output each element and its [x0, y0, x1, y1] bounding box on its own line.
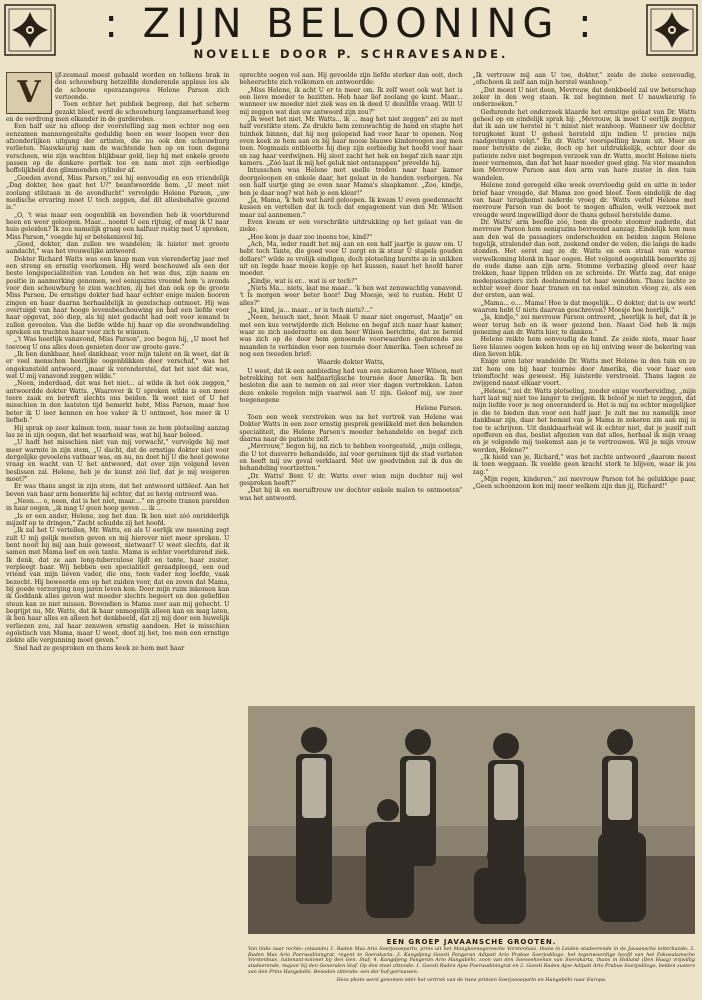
paragraph: „Ik weet het niet, Mr. Watts... ik ... mag het niet zeggen" zei ze met half verstikte stem. Ze drukte hem zenuwachtig de hand en stapte het tuinhek binnen, dat hij nog geïopend had voor haar te openen. Nog even keek ze hem aan en bij haar mooie blauwe kinderoogen zag men toen. Nogmaals ontblootte hij diep zijn eerbiedig het hoofd voor haar en zag haar verdwijnen. Hij sloot zacht het hek en begaf zich naar zijn kamers. „Zóó laat ik mij het geluk niet ontsnappen" prevelde hij. [239, 116, 463, 168]
letter-body: U weet, dat ik een aanbieding had van een zekeren heer Wilson, met betrekking tot een halfjaarlijksche tournée door Amerika. Ik ben besloten die aan te nemen en zal over vier dagen vertrekken. Laten deze enkele regelen mijn vaarwel aan U zijn. Geloof mij, uw zeer toegenegene [239, 367, 463, 405]
paragraph: „Mama... o.... Mama! Hoe is dat mogelijk... O dokter, dat is uw werk! waarom hebt U niets daarvan geschreven? Moesje hoe heerlijk." [472, 299, 696, 314]
group-photo [248, 706, 695, 934]
paragraph: „Dat hij ik en meruiftrouw uw dochter enkele malen te ontmoeten" was het antwoord. [239, 487, 463, 502]
paragraph: „Niets Ma... niets, laat me maar... 'k ben wat zenuwachtig vanavond. 't Is morgen weer beter hoor! Dag Moesje, wel te rusten. Hebt U alles?" [239, 284, 463, 307]
paragraph: „Ik vertrouw mij aan U toe, dokter," zeide de zieke eenvoudig, „ofschoon ik zelf aan mijn herstel wanhoop." [472, 72, 696, 87]
paragraph: Toen een week verstreken was na het vertrek van Helene was Dokter Watts in een zeer ernstig gesprek gewikkeld met den bekenden specialiteit, die Helene Parson's moeder behandelde en begaf zich daarna naar de patiente zelf. [239, 413, 463, 443]
paragraph: „Ik hield van je, Richard," was het zachte antwoord „daarom moest ik toen weggaan. Ik voelde geen kracht sterk te blijven, waar ik jou zag." [472, 453, 696, 476]
paragraph: „Ach, Ma, ieder raadt het mij aan en een half jaartje is gauw om. U hebt toch Tante, die goed voor U zorgt en ik stuur U stapels gouden dollars!" wilde ze vrolijk eindigen, doch plotseling barstte ze in snikken uit en legde haar mooie kopje op het kussen, naast het hoofd harer moeder. [239, 240, 463, 278]
paragraph: „Hoe kom je daar zoo ineens toe, kind?" [247, 233, 373, 241]
paragraph: Hij sprak op zeer kalmen toon, maar toen ze hem plotseling aanzag las ze in zijn oogen, dat het waarheid was, wat hij haar beleed. [6, 424, 230, 439]
paragraph: Snel had ze gesproken en thans keek ze hem met haar [14, 644, 185, 652]
paragraph: „Neen.... o, neen, dat is het niet, maar...." en groote tranen parelden in haar oogen, „ik mag U geen hoop geven ... ik ... [6, 497, 230, 513]
paragraph: Helene reikte hem eenvoudig de hand. Ze zeide niets, maar haar lieve blauwe oogen keken hem op en hij ontving weer de bekoring van dien lieven blik. [472, 336, 696, 359]
paragraph: „Ja, kindje," zei mevrouw Parson ontroerd, „heerlijk is het, dat ik je weer terug heb en ik weer gezond ben. Naast God heb ik mijn genezing aan dr. Watts hier, te danken." [472, 314, 696, 337]
paragraph: „Dat moest U niet doen, Mevrouw, dat denkbeeld zal uw beterschap zeker in den weg staan. Ik zal beginnen met U nauwkeurig te onderzoeken." [472, 86, 696, 109]
paragraph: „Neen, heusch niet, hoor. Maak U maar niet ongerust, Maatje" en met een kus verwijderde zich Helene en begaf zich naar haar kamer, waar ze zich nederzette en den heer Wilson berichtte, dat ze bereid was zich op de door hem genoemde voorwaarden gedurende zes maanden te verbinden voor een tournée door Amerika. Toen schreef ze nog een tweeden brief: [239, 314, 463, 359]
paragraph: Toen echter het publiek begreep, dat het scherm gezakt bleef, werd de schouwburg langzamerhand leeg en de verdrong men elkander in de garderobes. [6, 101, 230, 124]
letter-signature: Helene Parson. [415, 405, 463, 413]
paragraph: Helene zond geregeld elke week overvloedig geld en uitte in ieder brief haar vreugde, dat Mama zoo goed bleef. Toen eindelijk de dag van haar terugkomst naderde vroeg dr. Watts verlof Helene met mevrouw Parson van de boot te mogen afhalen, welk verzoek met vreugde werd ingewilligd door de thans geheel herstelde dame. [472, 182, 696, 219]
paragraph: „Mevrouw," begon hij, na zich te hebben voorgesteld, „mijn collega, die U tot dusverre behandelde, zal voor geruimen tijd de stad verlaten en heeft mij uw geval verklaard. Met uw goedvinden zal ik dus de behandeling voortzetten." [239, 443, 463, 473]
dropcap-letter: V [6, 72, 52, 114]
paragraph: „Goeden avond, Miss Parson," zei hij eenvoudig en een vriendelijk „Dag dokter, hoe gaat het U?" beantwoordde hem. „U moet niet zoolang stilstaan in de avondlucht" vervolgde Helene Parson, „uw medische ervaring moet U toch zeggen, dat dit allesbehalve gezond is." [6, 174, 230, 212]
paragraph: „'t Was heerlijk vanavond, Miss Parson", zoo begon hij, „U moet het toevoeg U ons alles doen genieten door uw groote gave." [6, 336, 230, 351]
paragraph: Dr. Watts' arm beefde zóó, toen de groote stoomer naderde, dat mevrouw Parson hem eenigszins bevreemd aanzag. Eindelijk kon men aan den wal de passagiers onderscheiden en beiden zagen Helene tegelijk, stralender dan ooit, zoekend onder de velen, die langs de kade stonden. Het eerst zag ze dr. Watts en een straal van warme verwelkoming blonk in haar oogen. Het volgend oogenblik bemerkte zij de oude dame aan zijn arm. Stomme verbazing gleed over haar trekken, haar lippen trilden en ze schreide. Dr. Watts zag, dat enige medepassagiers zich deelnemend tot haar wendden. Thans lachte ze echter weer door haar tranen en na enkel minuten vloog ze, als een der ersten, aan wal. [472, 218, 696, 300]
floral-ornament-icon [4, 4, 56, 56]
paragraph: „Dr. Watts! Bent U dr. Watts over wien mijn dochter mij wel gesproken heeft?" [239, 472, 463, 487]
paragraph: Dokter Richard Watts was een knap man van vierendertig jaar met een streng en ernstig voorkomen. Hij werd beschouwd als een der beste longspecialiteiten van Londen en het was dus, zijn naam en positie in aanmerking genomen, wel eenigszins vreemd hem 's avonds voor den schouwburg te zien wachten, zij het dan ook op de groote Miss Parson. De ernstige dokter had haar echter enige malen hooren zingen en haar daarna herhaaldelijk in gezelschap ontmoet. Hij was overtuigd van haar hooge levensbeschouwing en had een liefde voor haar opgevat, zóó diep, als hij niet gedacht had ooit voor iemand te zullen gevoelen. Van die liefde wilde hij haar op die avondwandeling spreken en trachten haar voor zich te winnen. [6, 255, 230, 337]
photo-block [248, 706, 695, 996]
paragraph: Intusschen was Helene met snelle treden naar haar kamer doorgeloopen en enkele daar, het gelaat in de handen verborgen. Na een half uurtje ging ze even naar Mama's slaapkamer. „Zoo, kindje, ben je daar nog? wat heb je een kleur!" [239, 167, 463, 197]
photo-caption: EEN GROEP JAVAANSCHE GROOTEN. [386, 938, 557, 946]
paragraph: Er was thans angst in zijn stem, dat het antwoord uitbleef. Aan het beven van haar arm bemerkte hij echter, dat ze hevig ontroerd was. [6, 483, 230, 498]
paragraph: „Miss Helene, ik acht U er te meer om. Ik zelf weet ook wat het is een lieve moeder te bezitten. Heb haar lief zoolang ge kunt. Maar... wanneer uw moeder niet ziek was en ik deed U dezelfde vraag. Wilt U mij zeggen wat dan uw antwoord zijn zou?" [239, 86, 463, 116]
letter-salutation: Waarde dokter Watts, [317, 359, 385, 367]
paragraph: „Ik ben dankbaar, heel dankbaar, voor mijn talent en ik weet, dat ik er veel menschen heerlijke oogenblikken door verschaf," was het ongekunsteld antwoord, „maar ik veronderstel, dat het niet dát was, wat U mij vanavond zeggen wilde." [6, 351, 230, 381]
photo-caption-note: Deze photo werd genomen ódór het vertrek van de twee prinsen Soerjosoeparto en Hangabéhi naar Europa. [336, 976, 607, 983]
paragraph: „Ja, kind, ja... maar... er is toch niets?..." [247, 307, 373, 314]
paragraph: „Kindje, wat is er... wat is er toch?" [247, 277, 358, 285]
paragraph: „Goed, dokter, dan zullen we wandelen; ik luister met groote aandacht," was het vrouwelijke antwoord. [6, 240, 230, 256]
paragraph: „Neen, inderdaad, dat was het niet... al wilde ik het óók zeggen," antwoordde dokter Watts. „Waarover ik U spreken wilde is een meer teere zaak en betreft slechts ons beiden. Ik weet niet of U het misschien in den laatsten tijd bemerkt hebt, Miss Parson, maar hoe beter ik U leer kennen en hoe vaker ik U ontmoet, hoe meer ik U liefheb." [6, 380, 230, 425]
paragraph: Gedurende het onderzoek klaarde het ernstige gelaat van Dr. Watts geheel op en eindelijk sprak hij: „Mevrouw, ik moet U eerlijk zeggen, dat ik aan uw herstel in 't minst niet wanhoop. Wanneer uw dochter terugkomt kunt U geheel hersteld zijn indien U precies mijn raadgevingen volgt." En dr. Watts' voorspelling kwam uit. Meer en meer betrekte de zieke, doch op het uitdrukkelijk, echter door de patiente zelve niet begrepen verzoek van dr. Watts, mocht Helene niets meer vernemen, dan dat het haar moeder goed ging. Na vier maanden kon Mevrouw Parson aan den arm van hare zuster in den tuin wandelen. [472, 108, 696, 182]
floral-ornament-icon [646, 4, 698, 56]
column-1 [6, 72, 229, 992]
paragraph: „Helene," zei dr. Watts plotseling, zonder enige voorbereiding, „mijn hart laat mij niet toe langer te zwijgen. Ik beloof je niet te zeggen, dat mijn liefde voor je nog onveranderd is. Het is mij nu echter mogelijker je die te bieden dan voor een half jaar. Je zult me nu namelijk zeer dankbaar zijn, daar het bemiel van je Mama in zekeren zin aan mij is toe te schrijven. Uit dankbaarheid wil ik echter niet, dat je jezelf zult opofferen en dus, beslist afgezien van dat alles, herhaal ik mijn vraag en je volgende mij toekomst aan je te vertrouwen. Wil je mijn vrouw worden, Helene?" [472, 387, 696, 454]
paragraph: Enige uren later wandelde Dr. Watts met Helene in den tuin en ze zat hem om bij haar tournée door Amerika, die voor haar een triomftocht was geweest. Hij luisterde verstrooid. Thans lagen ze zwijgend naast elkaar voort. [472, 358, 696, 388]
paragraph: „O, 't was maar een oogenblik en bovendien heb ik voortdurend heen en weer geloopen. Maar... noemt U een rijtuig, of mag ik U naar huis geleiden? Ik zou namelijk graag een halfuur rustig met U spreken, Miss Parson," voegde hij er betekenisvol bij. [6, 211, 230, 241]
paragraph: „Ja, Mama, 'k heb wat hard geloopen. Ik kwam U even goedennacht kussen en vertellen dat ik toch dat engagement van den Mr. Wilson maar zal aannemen." [239, 196, 463, 219]
paragraph: oprechte oogen vol aan. Hij gevoelde zijn liefde sterker dan ooit, doch beheerschte zich volkomen en antwoordde: [239, 72, 463, 87]
paragraph: Even kwam er een verschrikte uitdrukking op het gelaat van de zieke. [239, 218, 463, 234]
paragraph: „Mijn regen, kinderen," zei mevrouw Parson tot he gelukkige paar, „Geen schoonzoon kon mij meer welkom zijn dan jij, Richard!" [472, 475, 696, 491]
paragraph: „Ik zal het U vertellen, Mr. Watts, en als U eerlijk uw meening zegt zult U mij gelijk moeten geven en mij hierover niet meer spreken. U bent nooit bij mij aan huis geweest, nietwaar? U weet slechts, dat ik samen met Mama leef en een tante. Mama is echter voortdurend ziek. Ik denk, dat ze aan long-tuberculose lijdt en tante, haar zuster, verpleegt haar. Wij hebben een specialiteit geraadpleegd, een oud vriend van mijn lieven vader, die ons, toen vader nog leefde, vaak bezocht. Hij beweerde ons op het zuiden voor, dat en zeven dat Mama, bij goede verzorging nog jaren leven kon. Door mijn ruim inkomen kan ik Goddank alles geven wat moeder slechts begeert en den geliefden steun kan ze niet missen. Bovendien is Mama zeer aan mij gehecht. U begrijpt nu, Mr. Watts, dat ik haar onmogelijk alleen kan en mag laten, ik ben haar alles en alleen het denkbeeld, dat zij mij door een huwelijk verliezen zou, zal haar zenuwen ernstig aandoen. Het is misschien egoïstisch van Mama, maar U weet, doet zij het, toe men een ernstige ziekte alle vergunning moet geven." [6, 527, 230, 645]
paragraph: „Is er een ander, Helene, zeg het dan. Ik ben niet zóó onridderlijk mijzelf op te dringen," Zacht schudde zij het hoofd. [6, 512, 230, 527]
paragraph: ijf-zesmaal moest gehaald worden en telkens brak in den schouwburg hetzelfde donderende applaus los als de schoone operazangeres Helene Parson zich vertoonde. [55, 72, 230, 102]
page-subtitle: NOVELLE DOOR P. SCHRAVESANDE. [193, 47, 509, 61]
paragraph: „U hadt het misschien niet van mij verwacht," vervolgde hij met meer warmte in zijn stem, „U dacht, dat de ernstige dokter niet voor dergelijke gevoelens vatbaar was, en nu, nu doet hij U die heel gewone vraag en wacht van U het antwoord, dat over zijn volgend leven beslissen zal. Helene, heb je de kunst zóó lief, dat je mij weigeren moet?" [6, 439, 230, 483]
page-title: : ZIJN BELOONING : [104, 1, 598, 47]
paragraph: Een half uur na afloop der voorstelling zag men echter nog een eenzamen mannengestalte geduldig heen en weer loopen voor den afzonderlijken uitgang der artisten, die nu ook den schouwburg verlieten. Nauwkeurig nam de wachtende hen op en toen degene verscheen, wie zijn wachten blijkbaar gold, liep hij met enkele groote passen op de donkere portiek toe en nam met zijn eerbiedige hoffelijkheid den glimmenden cylinder af. [6, 123, 230, 175]
photo-caption-details: Van links naar rechts: (staande) 1. Raden Mas Ario Soerjosoeparto, prins uit het Mangkoenegorosche Vorstenhuis, thans in Leiden studeerende in de Javaansche letterkunde; 2. Raden Mas Ario Poerwadiningrat, regent te Soerakarta; 3. Kangdjeng Goesti Pangeran Adipati Ario Prabue Soerjodilogo, het tegenwoordige hoofd van het Pakoealamsche Vorstenhuis, luitenant-kolonel bij den Gen. Staf; 4. Kangdjeng Pangeran Ario Hangabéhi, zoon van den Soesoehoenan van Soerakarta, thans in Holland (Den Haag) vrijwillig studeerende, majoor bij den Generalen Staf. Op den stoel zittende: 1. Goesti Raden Ajoe Poerwadiningrat en 2. Goesti Raden Ajoe Adipati Ario Prabue Soerjodilogo, beiden zusters van den Prins Hangabéhi. Beneden zittende: een der hof-getrouwen. [248, 946, 695, 975]
